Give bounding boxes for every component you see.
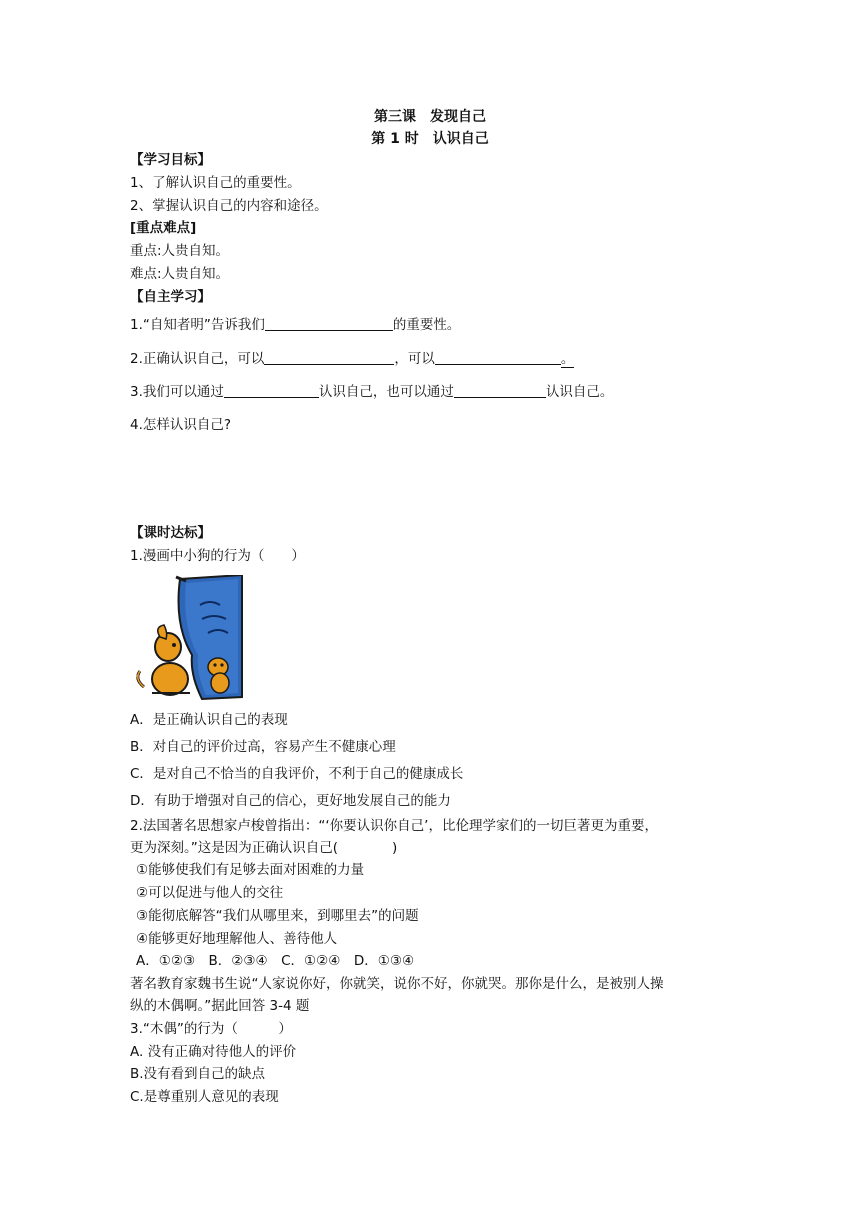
keypoints-heading: [重点难点] [130, 220, 197, 236]
class-test-heading: 【课时达标】 [130, 525, 211, 541]
lesson-subtitle: 第 1 时 认识自己 [371, 131, 489, 147]
test-q3-option-b: B.没有看到自己的缺点 [130, 1066, 266, 1082]
goal-item-1: 1、了解认识自己的重要性。 [130, 175, 301, 191]
self-study-q4: 4.怎样认识自己? [130, 417, 232, 433]
q3-text-b: 认识自己，也可以通过 [318, 384, 454, 400]
test-q2-choices: A．①②③ B．②③④ C．①②④ D．①③④ [136, 953, 415, 969]
q3-text-c: 认识自己。 [545, 384, 614, 400]
test-q2-item-3: ③能彻底解答“我们从哪里来，到哪里去”的问题 [136, 908, 419, 924]
test-q1-option-d: D．有助于增强对自己的信心，更好地发展自己的能力 [130, 793, 451, 809]
test-q2-item-4: ④能够更好地理解他人、善待他人 [136, 931, 338, 947]
passage-line-2: 纵的木偶啊。”据此回答 3-4 题 [130, 998, 310, 1014]
test-q2-item-1: ①能够使我们有足够去面对困难的力量 [136, 862, 365, 878]
test-q1-option-a: A．是正确认识自己的表现 [130, 712, 288, 728]
test-q3-option-c: C.是尊重别人意见的表现 [130, 1089, 279, 1105]
self-study-q2 [130, 349, 574, 369]
q3-text-a: 3.我们可以通过 [130, 384, 224, 400]
q2-blank-1[interactable] [264, 350, 394, 365]
q3-blank-1[interactable] [224, 383, 319, 398]
passage-line-1: 著名教育家魏书生说“人家说你好，你就笑，说你不好，你就哭。那你是什么，是被别人操 [130, 976, 664, 992]
test-q1-stem: 1.漫画中小狗的行为（ ） [130, 548, 305, 564]
goal-item-2: 2、掌握认识自己的内容和途径。 [130, 198, 328, 214]
q1-text-a: 1.“自知者明”告诉我们 [130, 317, 265, 333]
q2-text-a: 2.正确认识自己，可以 [130, 351, 265, 367]
q2-blank-2[interactable] [435, 350, 561, 365]
q3-blank-2[interactable] [454, 383, 546, 398]
self-study-heading: 【自主学习】 [130, 289, 211, 305]
goals-heading: 【学习目标】 [130, 152, 211, 168]
test-q1-option-b: B．对自己的评价过高，容易产生不健康心理 [130, 739, 396, 755]
self-study-q1 [130, 315, 460, 335]
q2-text-c: 。 [560, 351, 575, 367]
q1-blank[interactable] [265, 316, 393, 331]
test-q3-stem: 3.“木偶”的行为（ ） [130, 1021, 292, 1037]
difficult-point: 难点:人贵自知。 [130, 266, 230, 282]
test-q1-option-c: C．是对自己不恰当的自我评价，不利于自己的健康成长 [130, 766, 464, 782]
q2-text-b: ，可以 [394, 351, 435, 367]
key-point: 重点:人贵自知。 [130, 243, 230, 259]
q1-text-b: 的重要性。 [392, 317, 461, 333]
test-q2-item-2: ②可以促进与他人的交往 [136, 885, 284, 901]
test-q2-stem-line2: 更为深刻。”这是因为正确认识自己( ) [130, 840, 398, 856]
self-study-q3 [130, 382, 613, 402]
test-q2-stem-line1: 2.法国著名思想家卢梭曾指出：“‘你要认识你自己’，比伦理学家们的一切巨著更为重要， [130, 818, 658, 834]
test-q3-option-a: A. 没有正确对待他人的评价 [130, 1044, 297, 1060]
lesson-title: 第三课 发现自己 [374, 109, 486, 125]
comic-dog-mirror-illustration [130, 575, 244, 701]
